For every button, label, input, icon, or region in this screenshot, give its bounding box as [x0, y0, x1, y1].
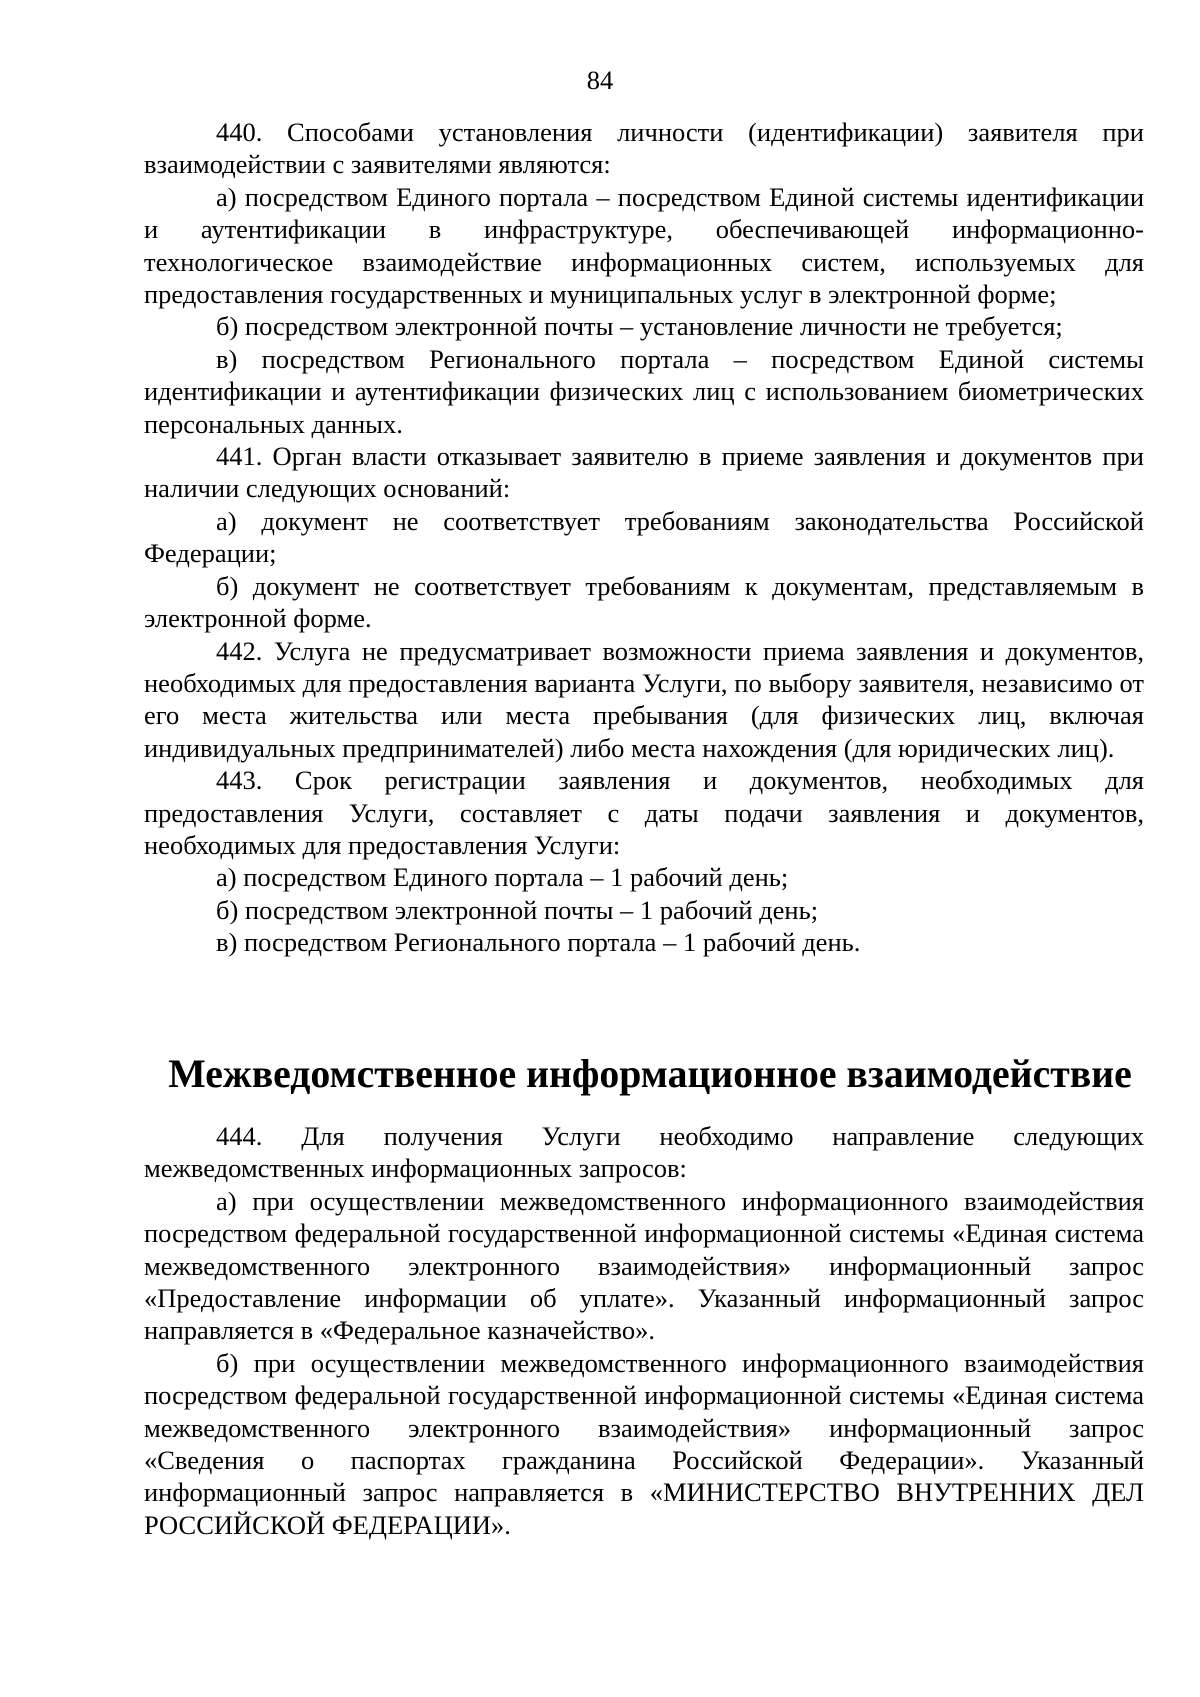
section-interagency-interaction [144, 1120, 1144, 1541]
paragraph-444-b: б) при осуществлении межведомственного информационного взаимодействия посредством федеральной государственной информационной системы «Единая система межведомственного электронного взаимодействия» информационный запрос «Сведения о паспортах гражданина Российской Федерации». Указанный информационный запрос направляется в «МИНИСТЕРСТВО ВНУТРЕННИХ ДЕЛ РОССИЙСКОЙ ФЕДЕРАЦИИ». [144, 1347, 1144, 1540]
paragraph-442: 442. Услуга не предусматривает возможности приема заявления и документов, необходимых для предоставления варианта Услуги, по выбору заявителя, независимо от его места жительства или места пребывания (для физических лиц, включая индивидуальных предпринимателей) либо места нахождения (для юридических лиц). [144, 635, 1144, 763]
section-identification-and-deadlines [144, 116, 1144, 959]
paragraph-440-b: б) посредством электронной почты – установление личности не требуется; [216, 311, 1063, 342]
paragraph-440-v: в) посредством Регионального портала – посредством Единой системы идентификации и аутентификации физических лиц с использованием биометрических персональных данных. [144, 343, 1144, 439]
section-heading: Межведомственное информационное взаимодействие [168, 1052, 1132, 1096]
paragraph-441: 441. Орган власти отказывает заявителю в приеме заявления и документов при наличии следующих оснований: [144, 441, 1144, 504]
page-number: 84 [586, 65, 614, 95]
paragraph-441-b: б) документ не соответствует требованиям к документам, представляемым в электронной форме. [144, 570, 1144, 634]
paragraph-440-a: а) посредством Единого портала – посредством Единой системы идентификации и аутентификации в инфраструктуре, обеспечивающей информационно-технологическое взаимодействие информационных систем, используемых для предоставления государственных и муниципальных услуг в электронной форме; [144, 181, 1144, 310]
paragraph-441-a: а) документ не соответствует требованиям законодательства Российской Федерации; [144, 505, 1144, 569]
paragraph-440: 440. Способами установления личности (идентификации) заявителя при взаимодействии с заявителями являются: [144, 117, 1144, 180]
paragraph-443-v: в) посредством Регионального портала – 1 рабочий день. [216, 927, 861, 958]
paragraph-443: 443. Срок регистрации заявления и документов, необходимых для предоставления Услуги, составляет с даты подачи заявления и документов, необходимых для предоставления Услуги: [144, 765, 1144, 860]
paragraph-444-a: а) при осуществлении межведомственного информационного взаимодействия посредством федеральной государственной информационной системы «Единая система межведомственного электронного взаимодействия» информационный запрос «Предоставление информации об уплате». Указанный информационный запрос направляется в «Федеральное казначейство». [144, 1185, 1144, 1346]
paragraph-443-a: а) посредством Единого портала – 1 рабочий день; [216, 862, 789, 893]
paragraph-444: 444. Для получения Услуги необходимо направление следующих межведомственных информационных запросов: [144, 1121, 1144, 1184]
paragraph-443-b: б) посредством электронной почты – 1 рабочий день; [216, 894, 819, 925]
